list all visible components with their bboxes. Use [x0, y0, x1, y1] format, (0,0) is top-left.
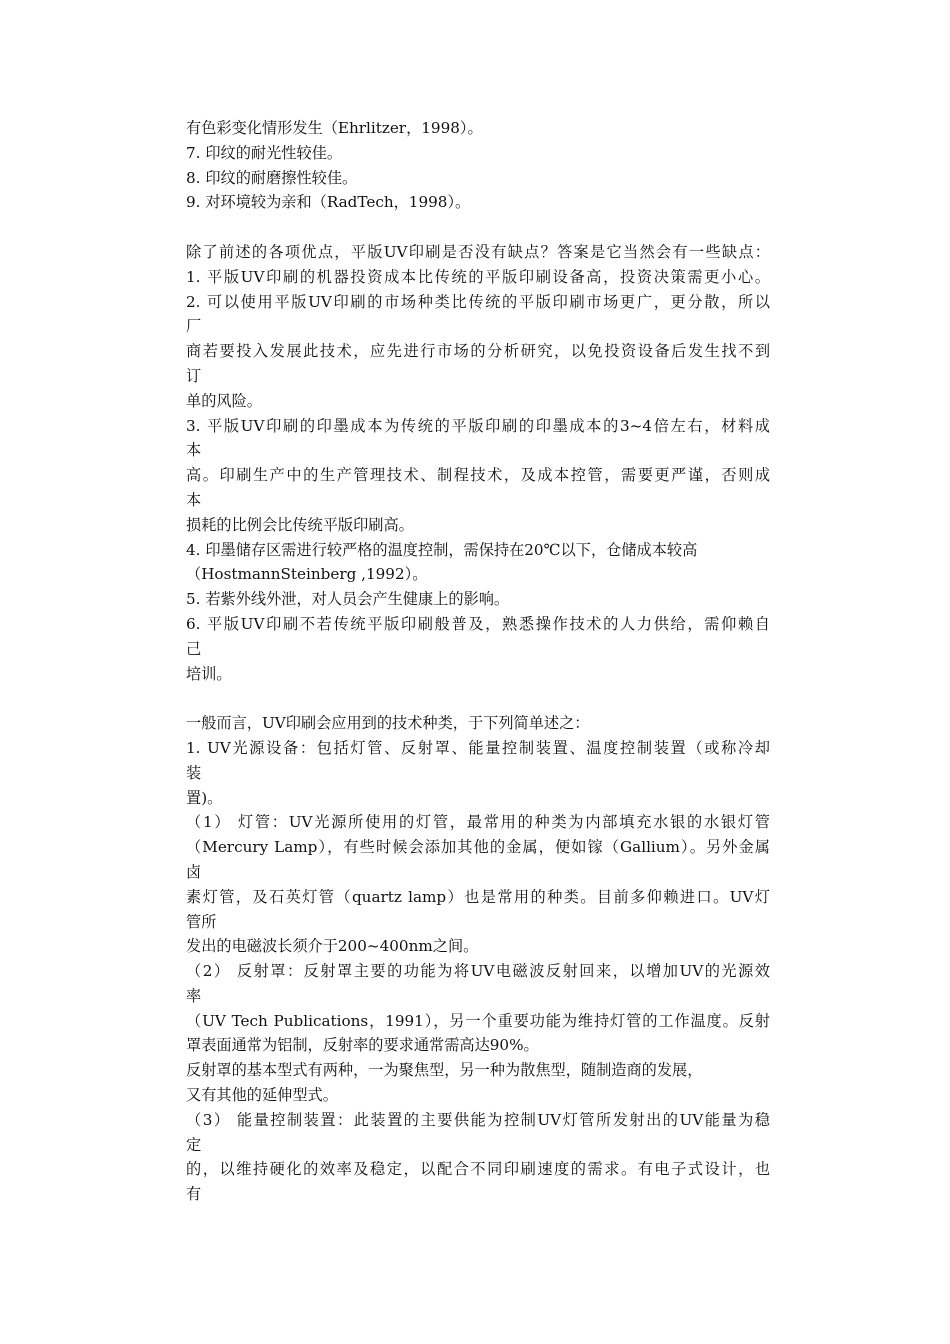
- text-line: 6. 平版UV印刷不若传统平版印刷般普及，熟悉操作技术的人力供给，需仰赖自: [186, 614, 770, 633]
- text-line: 又有其他的延伸型式。: [186, 1086, 338, 1105]
- text-line: （UV Tech Publications，1991），另一个重要功能为维持灯管的工作温度。反射: [186, 1011, 770, 1030]
- text-line: 厂: [186, 317, 202, 336]
- text-line: 有: [186, 1185, 202, 1204]
- text-line: 本: [186, 441, 202, 460]
- text-line: 装: [186, 763, 202, 782]
- text-line: 置)。: [186, 788, 223, 807]
- text-line: （1） 灯管：UV光源所使用的灯管，最常用的种类为内部填充水银的水银灯管: [186, 813, 770, 832]
- text-line: 9. 对环境较为亲和（RadTech，1998）。: [186, 193, 471, 212]
- text-line: 2. 可以使用平版UV印刷的市场种类比传统的平版印刷市场更广，更分散，所以: [186, 292, 770, 311]
- blank-line: [186, 686, 770, 711]
- text-line: 罩表面通常为铝制，反射率的要求通常需高达90%。: [186, 1036, 539, 1055]
- text-line: 素灯管，及石英灯管（quartz lamp）也是常用的种类。目前多仰赖进口。UV灯: [186, 887, 770, 906]
- text-line: 损耗的比例会比传统平版印刷高。: [186, 515, 414, 534]
- text-line: （HostmannSteinberg ,1992）。: [186, 565, 428, 584]
- text-line: 商若要投入发展此技术，应先进行市场的分析研究，以免投资设备后发生找不到: [186, 342, 770, 361]
- text-line: 4. 印墨储存区需进行较严格的温度控制，需保持在20℃以下，仓储成本较高: [186, 540, 698, 559]
- text-line: 8. 印纹的耐磨擦性较佳。: [186, 168, 358, 187]
- text-line: （Mercury Lamp），有些时候会添加其他的金属，便如镓（Gallium）。另外金属: [186, 838, 770, 857]
- document-body: [186, 116, 770, 1207]
- text-line: 1. UV光源设备：包括灯管、反射罩、能量控制装置、温度控制装置（或称冷却: [186, 738, 770, 757]
- text-line: （3） 能量控制装置：此装置的主要供能为控制UV灯管所发射出的UV能量为稳: [186, 1110, 770, 1129]
- text-line: 1. 平版UV印刷的机器投资成本比传统的平版印刷设备高，投资决策需更小心。: [186, 267, 770, 286]
- text-line: 高。印刷生产中的生产管理技术、制程技术，及成本控管，需要更严谨，否则成: [186, 466, 770, 485]
- text-line: 培训。: [186, 664, 232, 683]
- text-line: 3. 平版UV印刷的印墨成本为传统的平版印刷的印墨成本的3~4倍左右，材料成: [186, 416, 770, 435]
- text-line: 的，以维持硬化的效率及稳定，以配合不同印刷速度的需求。有电子式设计，也: [186, 1160, 770, 1179]
- text-line: 有色彩变化情形发生（Ehrlitzer，1998）。: [186, 119, 483, 137]
- text-line: 卤: [186, 862, 202, 881]
- text-line: 一般而言，UV印刷会应用到的技术种类，于下列简单述之：: [186, 714, 590, 733]
- blank-line: [186, 215, 770, 240]
- text-line: 率: [186, 986, 202, 1005]
- text-line: 除了前述的各项优点，平版UV印刷是否没有缺点？答案是它当然会有一些缺点：: [186, 242, 770, 261]
- text-line: 定: [186, 1135, 202, 1154]
- text-line: 反射罩的基本型式有两种，一为聚焦型，另一种为散焦型，随制造商的发展，: [186, 1061, 703, 1080]
- text-line: 单的风险。: [186, 391, 262, 410]
- text-line: 本: [186, 490, 202, 509]
- text-line: 己: [186, 639, 202, 658]
- text-line: 管所: [186, 912, 217, 931]
- text-line: 发出的电磁波长须介于200~400nm之间。: [186, 937, 479, 956]
- text-line: 7. 印纹的耐光性较佳。: [186, 143, 343, 162]
- text-line: 订: [186, 366, 202, 385]
- text-line: 5. 若紫外线外泄，对人员会产生健康上的影响。: [186, 590, 510, 609]
- text-line: （2） 反射罩：反射罩主要的功能为将UV电磁波反射回来，以增加UV的光源效: [186, 962, 770, 981]
